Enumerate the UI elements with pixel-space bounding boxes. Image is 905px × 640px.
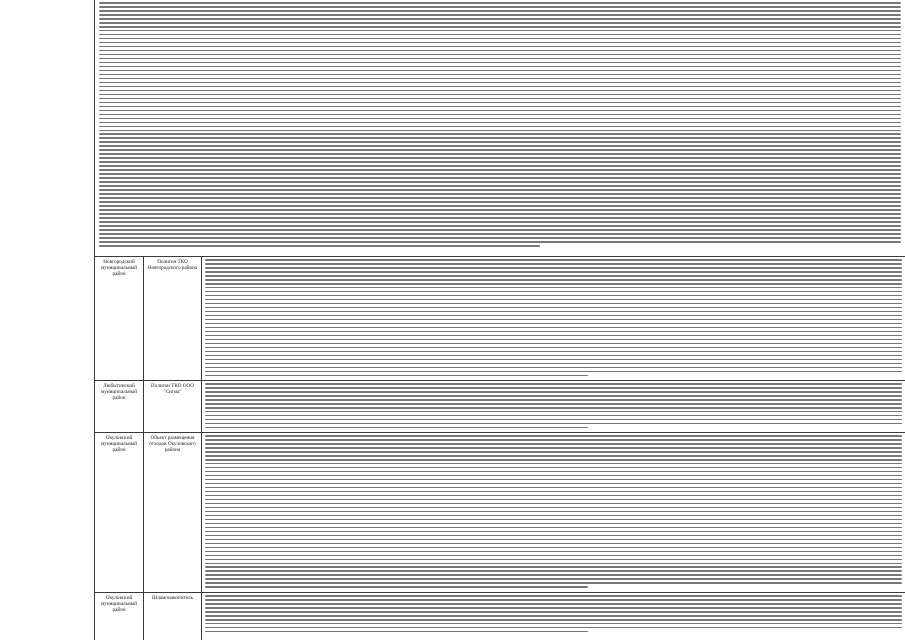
text-line [205, 615, 902, 617]
text-line [99, 42, 901, 44]
table-row [94, 381, 905, 433]
text-line [99, 165, 901, 167]
text-line [99, 50, 901, 52]
text-line [205, 555, 902, 557]
text-line [205, 271, 902, 273]
waste-codes-text [205, 595, 902, 638]
text-line [205, 355, 902, 357]
text-line [205, 343, 902, 345]
waste-codes-cell [202, 433, 905, 592]
text-line [99, 177, 901, 179]
facility-label: Объект размещения отходов Окуловского района [149, 435, 196, 453]
facility-label: Шламонакопитель [151, 595, 193, 601]
text-line [205, 595, 902, 597]
text-line [99, 78, 901, 80]
text-line [205, 351, 902, 353]
text-line [205, 495, 902, 497]
text-line [205, 611, 902, 613]
text-line [99, 118, 901, 120]
text-line [205, 586, 588, 588]
text-line [205, 447, 902, 449]
text-line [205, 275, 902, 277]
text-line [99, 86, 901, 88]
text-line [205, 559, 902, 561]
facility-cell [144, 433, 202, 592]
district-cell [94, 381, 144, 432]
table-row [94, 257, 905, 381]
text-line [205, 507, 902, 509]
table-row [94, 593, 905, 640]
text-line [99, 149, 901, 151]
text-line [99, 205, 901, 207]
text-line [205, 483, 902, 485]
facility-cell [144, 381, 202, 432]
text-line [99, 173, 901, 175]
text-line [205, 451, 902, 453]
text-line [205, 515, 902, 517]
text-line [205, 291, 902, 293]
text-line [99, 169, 901, 171]
text-line [205, 627, 902, 629]
text-line [99, 102, 901, 104]
text-line [205, 423, 902, 425]
text-line [99, 90, 901, 92]
text-line [99, 201, 901, 203]
text-line [205, 279, 902, 281]
text-line [99, 133, 901, 135]
text-line [205, 391, 902, 393]
table-row [94, 433, 905, 593]
text-line [205, 574, 902, 576]
text-line [205, 419, 902, 421]
text-line [205, 582, 902, 584]
text-line [205, 467, 902, 469]
text-line [99, 245, 540, 247]
waste-facilities-table [94, 0, 905, 640]
text-line [99, 74, 901, 76]
text-line [205, 471, 902, 473]
text-line [99, 10, 901, 12]
text-line [205, 375, 588, 377]
text-line [99, 82, 901, 84]
facility-label: Полигон ТКО Новгородского района [147, 259, 198, 271]
text-line [99, 141, 901, 143]
text-line [205, 479, 902, 481]
text-line [205, 303, 902, 305]
text-line [205, 570, 902, 572]
text-line [205, 443, 902, 445]
text-line [205, 427, 588, 429]
text-line [205, 599, 902, 601]
text-line [99, 153, 901, 155]
text-line [99, 14, 901, 16]
text-line [205, 503, 902, 505]
text-line [205, 307, 902, 309]
text-line [99, 106, 901, 108]
text-line [205, 531, 902, 533]
waste-codes-text [205, 435, 902, 590]
text-line [205, 551, 902, 553]
text-line [99, 98, 901, 100]
text-line [99, 122, 901, 124]
text-line [205, 547, 902, 549]
waste-codes-text [205, 259, 902, 378]
text-line [99, 94, 901, 96]
text-line [205, 323, 902, 325]
text-line [99, 38, 901, 40]
text-line [205, 299, 902, 301]
text-line [205, 491, 902, 493]
text-line [205, 527, 902, 529]
text-line [99, 237, 901, 239]
text-line [205, 371, 902, 373]
text-line [205, 435, 902, 437]
text-line [99, 126, 901, 128]
text-line [205, 487, 902, 489]
text-line [205, 463, 902, 465]
text-line [99, 225, 901, 227]
district-label: Любытинский муниципальный район [100, 383, 138, 401]
text-line [205, 387, 902, 389]
text-line [99, 193, 901, 195]
text-line [99, 30, 901, 32]
text-line [205, 619, 902, 621]
text-line [99, 197, 901, 199]
waste-codes-text [205, 383, 902, 430]
text-line [205, 403, 902, 405]
district-cell [94, 593, 144, 640]
text-line [205, 511, 902, 513]
text-line [205, 383, 902, 385]
text-line [99, 66, 901, 68]
text-line [205, 335, 902, 337]
text-line [99, 6, 901, 8]
text-line [99, 26, 901, 28]
text-line [205, 623, 902, 625]
text-line [99, 22, 901, 24]
text-line [205, 319, 902, 321]
text-line [205, 331, 902, 333]
text-line [99, 34, 901, 36]
text-line [99, 233, 901, 235]
facility-cell [144, 257, 202, 380]
facility-label: Полигон ТКО ООО "Сигма" [150, 383, 195, 395]
text-line [205, 295, 902, 297]
text-line [99, 189, 901, 191]
text-line [99, 18, 901, 20]
facility-cell [144, 593, 202, 640]
text-line [99, 130, 901, 132]
text-line [205, 347, 902, 349]
text-line [99, 137, 901, 139]
text-line [205, 459, 902, 461]
text-line [205, 519, 902, 521]
text-line [99, 209, 901, 211]
table-row [94, 0, 905, 257]
text-line [205, 563, 902, 565]
text-line [205, 411, 902, 413]
text-line [205, 523, 902, 525]
text-line [99, 213, 901, 215]
text-line [205, 543, 902, 545]
text-line [205, 359, 902, 361]
text-line [205, 363, 902, 365]
text-line [99, 46, 901, 48]
text-line [99, 145, 901, 147]
text-line [99, 58, 901, 60]
text-line [205, 259, 902, 261]
district-cell [94, 433, 144, 592]
continued-waste-list-text [99, 2, 901, 254]
text-line [205, 578, 902, 580]
text-line [205, 407, 902, 409]
text-line [99, 114, 901, 116]
text-line [99, 161, 901, 163]
district-label: Окуловский муниципальный район [100, 435, 138, 453]
text-line [205, 631, 588, 633]
text-line [205, 566, 902, 568]
text-line [205, 535, 902, 537]
district-label: Новгородский муниципальный район [100, 259, 138, 277]
waste-codes-cell [202, 381, 905, 432]
text-line [99, 2, 901, 4]
text-line [205, 607, 902, 609]
text-line [205, 267, 902, 269]
text-line [99, 62, 901, 64]
text-line [205, 315, 902, 317]
text-line [205, 287, 902, 289]
text-line [99, 54, 901, 56]
text-line [205, 603, 902, 605]
text-line [99, 185, 901, 187]
text-line [205, 539, 902, 541]
text-line [205, 339, 902, 341]
text-line [99, 181, 901, 183]
text-line [205, 439, 902, 441]
text-line [99, 229, 901, 231]
text-line [205, 395, 902, 397]
text-line [99, 157, 901, 159]
text-line [99, 241, 901, 243]
text-line [205, 475, 902, 477]
text-line [205, 415, 902, 417]
text-line [205, 455, 902, 457]
text-line [205, 327, 902, 329]
text-line [205, 283, 902, 285]
text-line [99, 70, 901, 72]
text-line [205, 367, 902, 369]
text-line [205, 399, 902, 401]
text-line [99, 217, 901, 219]
waste-codes-cell [202, 593, 905, 640]
waste-codes-cell [202, 257, 905, 380]
text-line [99, 221, 901, 223]
district-label: Окуловский муниципальный район [100, 595, 138, 613]
text-line [205, 311, 902, 313]
district-cell [94, 257, 144, 380]
text-line [205, 263, 902, 265]
text-line [99, 110, 901, 112]
text-line [205, 499, 902, 501]
